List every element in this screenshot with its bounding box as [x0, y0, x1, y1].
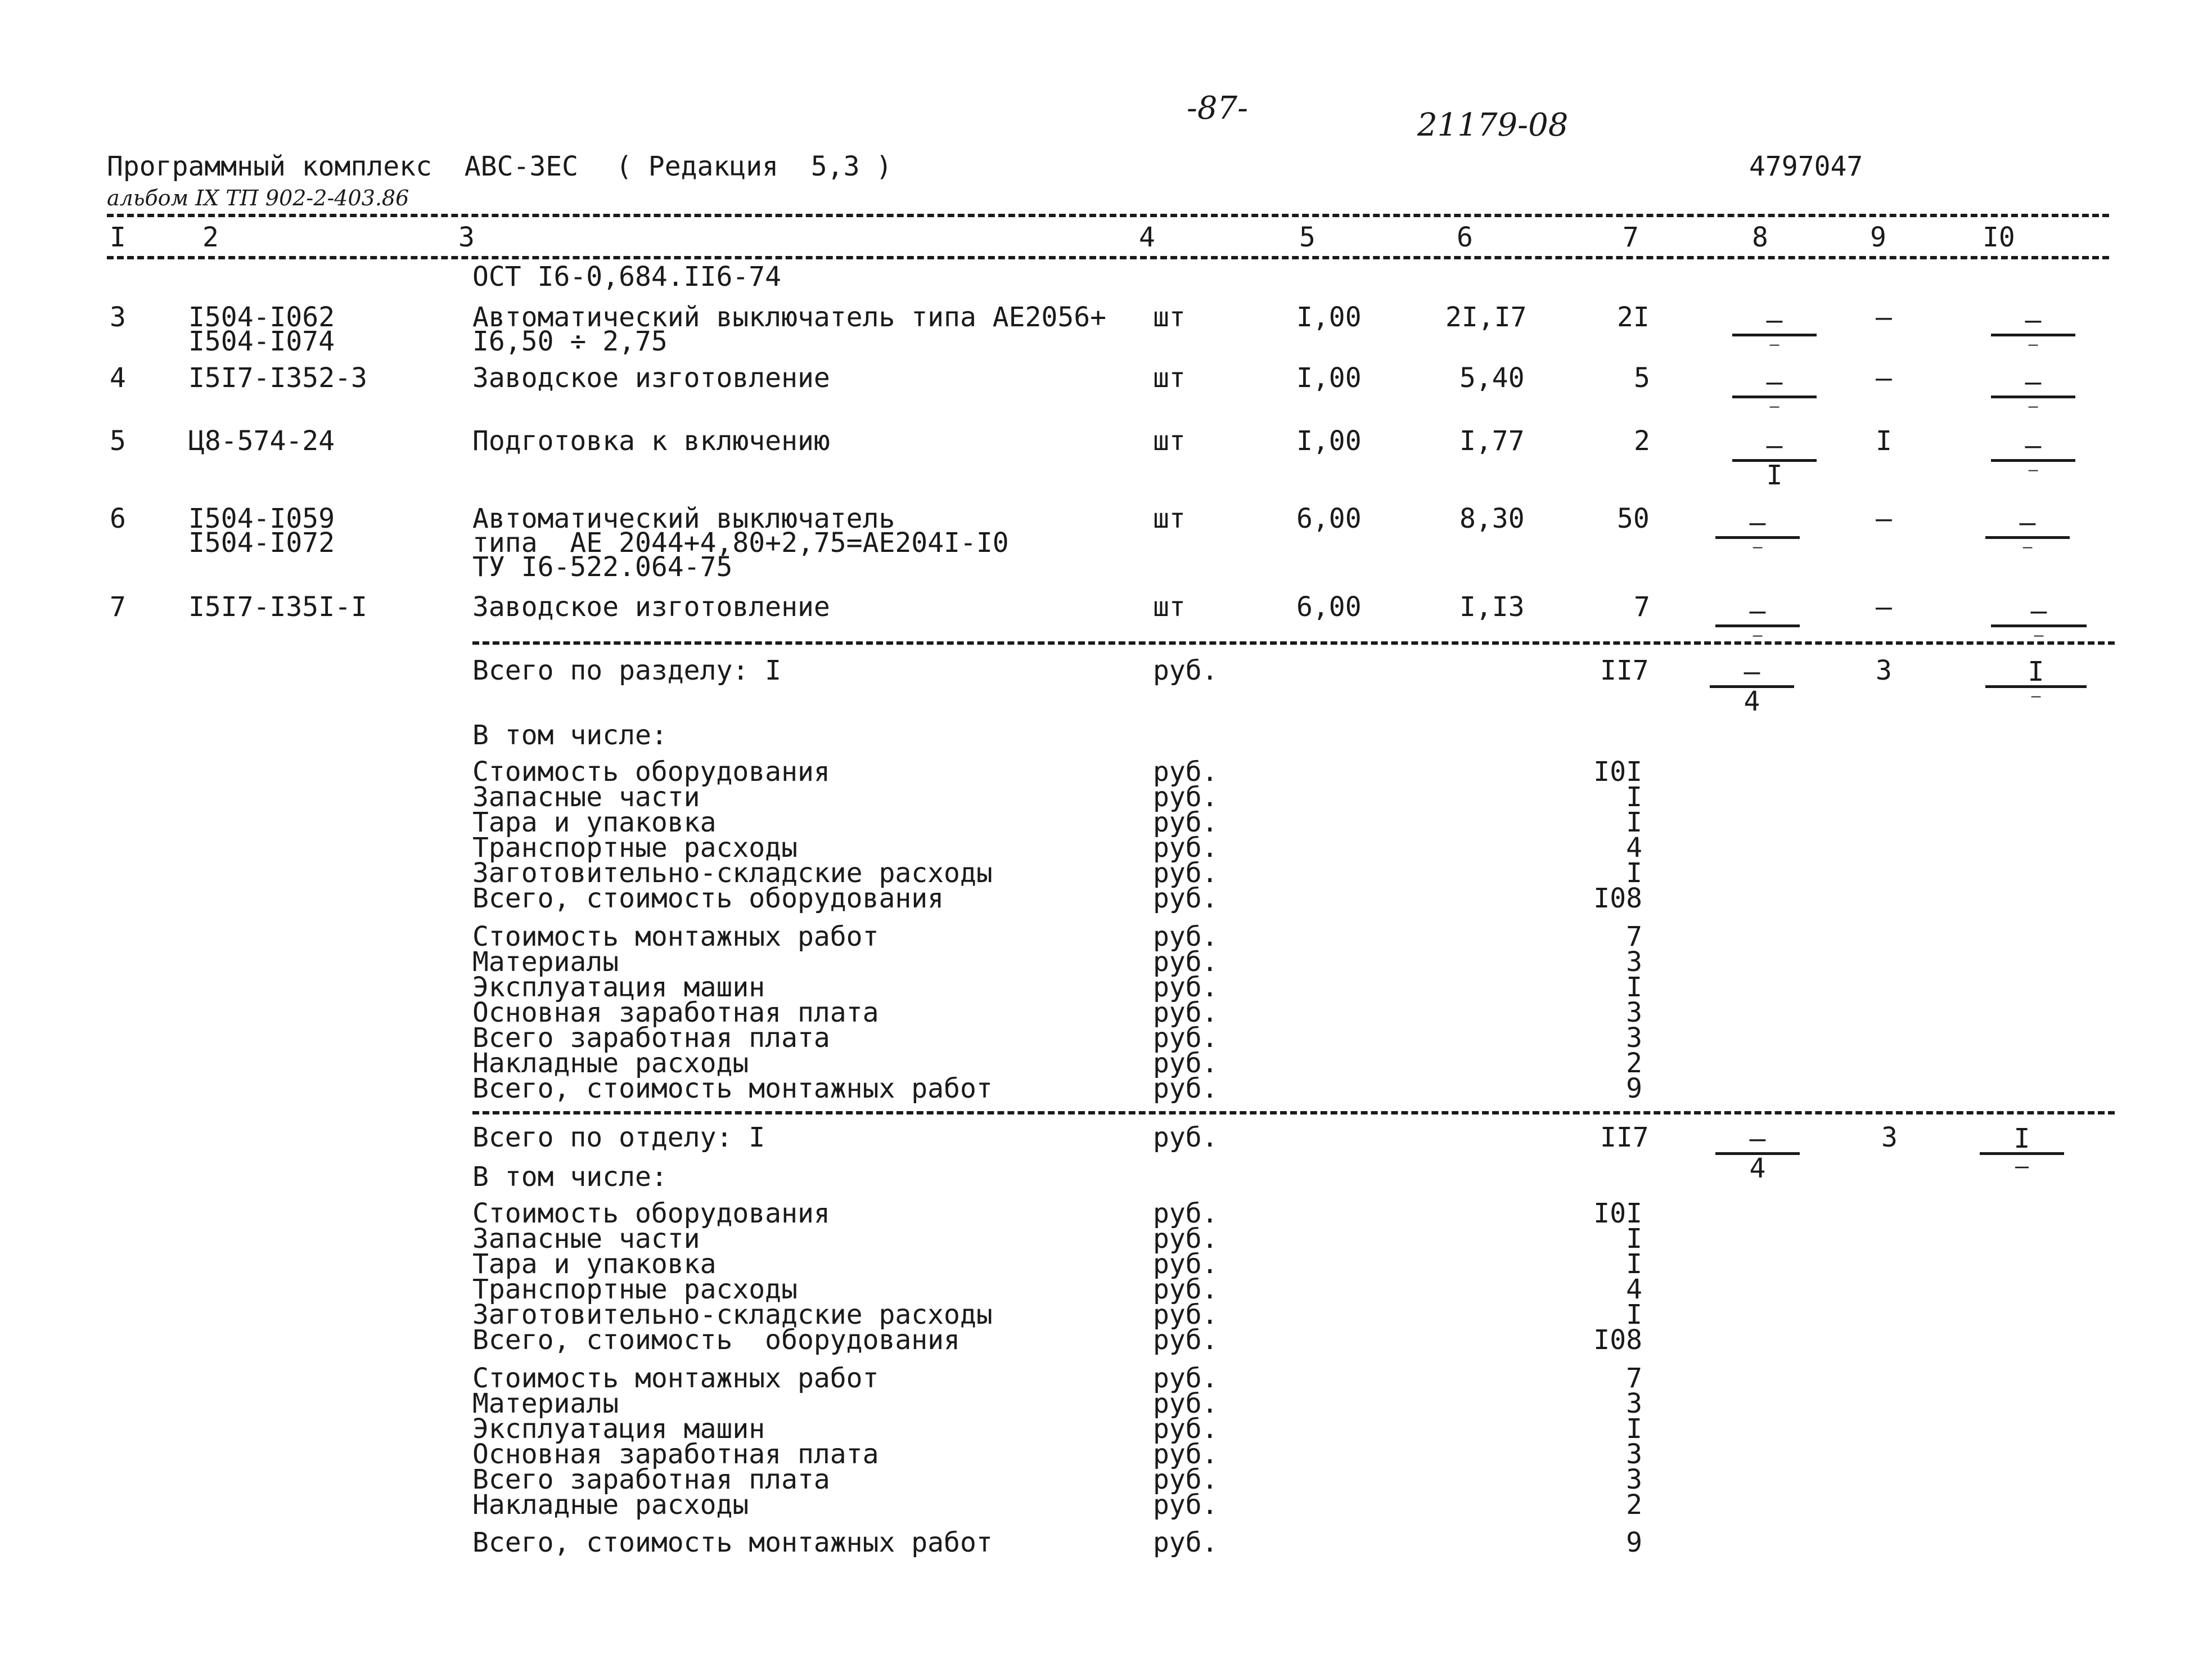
column-number: 2 [202, 222, 219, 253]
fraction-numerator: – [1749, 595, 1766, 627]
column-number: I0 [1983, 222, 2015, 253]
breakdown-value: 3 [1626, 1464, 1642, 1495]
including-heading: В том числе: [472, 1161, 668, 1193]
fraction-denominator: – [1769, 397, 1779, 415]
breakdown-label: Всего заработная плата [472, 1464, 830, 1495]
col8-fraction [1715, 597, 1800, 643]
breakdown-unit: руб. [1153, 807, 1218, 838]
breakdown-label: Материалы [472, 946, 619, 978]
item-code: I504-I062 [188, 302, 335, 333]
total-cost: 50 [1617, 503, 1650, 534]
breakdown-label: Эксплуатация машин [472, 972, 765, 1003]
breakdown-value: I [1626, 1223, 1642, 1255]
unit: руб. [1153, 655, 1218, 686]
breakdown-value: 9 [1626, 1073, 1642, 1104]
section-divider [472, 641, 2115, 645]
breakdown-label: Запасные части [472, 781, 700, 813]
breakdown-value: I [1626, 1413, 1642, 1445]
breakdown-unit: руб. [1153, 1022, 1218, 1054]
unit-price: I,I3 [1459, 591, 1525, 623]
col10-fraction [1991, 597, 2087, 643]
col10-fraction [1980, 1125, 2064, 1177]
column-number: 6 [1457, 222, 1473, 253]
fraction-denominator: – [2015, 1153, 2029, 1179]
fraction-denominator: 4 [1744, 686, 1760, 717]
breakdown-unit: руб. [1153, 832, 1218, 864]
item-code: Ц8-574-24 [188, 425, 335, 457]
unit: шт [1153, 503, 1186, 534]
breakdown-unit: руб. [1153, 857, 1218, 889]
col9-value: – [1876, 591, 1892, 623]
item-code: I504-I059 [188, 503, 335, 534]
col8-fraction [1732, 368, 1817, 414]
breakdown-value: 4 [1626, 1274, 1642, 1305]
breakdown-value: I [1626, 972, 1642, 1003]
col8-fraction [1710, 658, 1794, 715]
unit-price: 8,30 [1459, 503, 1525, 534]
breakdown-unit: руб. [1153, 781, 1218, 813]
total-cost: 2 [1634, 425, 1650, 457]
breakdown-value: I0I [1593, 756, 1642, 788]
total-cost: II7 [1600, 1122, 1649, 1153]
col9-value: – [1876, 503, 1892, 534]
breakdown-label: Стоимость монтажных работ [472, 921, 879, 952]
row-number: 6 [110, 503, 126, 534]
col8-fraction [1715, 509, 1800, 555]
breakdown-unit: руб. [1153, 1073, 1218, 1104]
breakdown-value: 7 [1626, 921, 1642, 952]
col9-value: – [1876, 362, 1892, 394]
breakdown-label: Всего, стоимость оборудования [472, 1324, 960, 1356]
unit: шт [1153, 302, 1186, 333]
breakdown-unit: руб. [1153, 997, 1218, 1028]
breakdown-label: Всего, стоимость оборудования [472, 883, 944, 914]
total-cost: II7 [1600, 655, 1649, 686]
breakdown-unit: руб. [1153, 946, 1218, 978]
breakdown-label: Накладные расходы [472, 1489, 749, 1521]
row-number: 3 [110, 302, 126, 333]
breakdown-label: Тара и упаковка [472, 807, 717, 838]
department-divider [472, 1111, 2115, 1114]
breakdown-unit: руб. [1153, 883, 1218, 914]
fraction-numerator: – [2025, 430, 2042, 461]
quantity: 6,00 [1296, 503, 1362, 534]
breakdown-label: Стоимость монтажных работ [472, 1363, 879, 1394]
document-id: 4797047 [1749, 151, 1863, 182]
breakdown-unit: руб. [1153, 1464, 1218, 1495]
breakdown-value: I [1626, 807, 1642, 838]
fraction-denominator: – [2031, 686, 2041, 705]
breakdown-label: Транспортные расходы [472, 832, 798, 864]
breakdown-value: I [1626, 857, 1642, 889]
section-total-label: Всего по разделу: I [472, 655, 782, 686]
item-description: типа АЕ 2044+4,80+2,75=АЕ204I-I0 [472, 527, 1009, 559]
fraction-numerator: – [1766, 366, 1783, 398]
col10-fraction [1991, 368, 2075, 414]
including-heading: В том числе: [472, 720, 668, 751]
breakdown-unit: руб. [1153, 1248, 1218, 1280]
item-description: Подготовка к включению [472, 425, 830, 457]
edition-label: ( Редакция 5,3 ) [616, 151, 893, 182]
quantity: 6,00 [1296, 591, 1362, 623]
breakdown-value: I [1626, 781, 1642, 813]
fraction-numerator: – [1766, 304, 1783, 336]
breakdown-label: Заготовительно-складские расходы [472, 857, 993, 889]
col8-fraction [1715, 1125, 1800, 1182]
col10-fraction [1991, 432, 2075, 478]
breakdown-label: Всего, стоимость монтажных работ [472, 1527, 993, 1558]
breakdown-unit: руб. [1153, 756, 1218, 788]
item-description: Автоматический выключатель типа АЕ2056+ [472, 302, 1107, 333]
quantity: I,00 [1296, 302, 1362, 333]
breakdown-label: Стоимость оборудования [472, 756, 830, 788]
fraction-numerator: – [1749, 507, 1766, 538]
breakdown-unit: руб. [1153, 1439, 1218, 1470]
unit: шт [1153, 591, 1186, 623]
col8-fraction [1732, 432, 1817, 489]
fraction-numerator: – [2025, 304, 2042, 336]
breakdown-value: I08 [1593, 883, 1642, 914]
item-description: Заводское изготовление [472, 362, 830, 394]
fraction-denominator: I [1766, 460, 1783, 491]
item-code: I504-I074 [188, 326, 335, 357]
breakdown-value: I0I [1593, 1198, 1642, 1229]
breakdown-value: 4 [1626, 832, 1642, 864]
column-number: 5 [1299, 222, 1316, 253]
breakdown-value: 2 [1626, 1489, 1642, 1521]
item-description: ТУ I6-522.064-75 [472, 551, 733, 583]
page-number: -87- [1187, 90, 1249, 127]
fraction-denominator: – [2022, 537, 2033, 556]
breakdown-label: Материалы [472, 1388, 619, 1419]
breakdown-unit: руб. [1153, 1223, 1218, 1255]
fraction-denominator: – [1753, 537, 1763, 556]
quantity: I,00 [1296, 362, 1362, 394]
breakdown-unit: руб. [1153, 972, 1218, 1003]
quantity: I,00 [1296, 425, 1362, 457]
breakdown-unit: руб. [1153, 1489, 1218, 1521]
breakdown-unit: руб. [1153, 1388, 1218, 1419]
breakdown-value: 2 [1626, 1048, 1642, 1079]
column-number: 3 [458, 222, 475, 253]
breakdown-value: 3 [1626, 997, 1642, 1028]
unit: шт [1153, 425, 1186, 457]
col9-value: 3 [1876, 655, 1892, 686]
fraction-numerator: – [2025, 366, 2042, 398]
breakdown-unit: руб. [1153, 1363, 1218, 1394]
item-code: I5I7-I35I-I [188, 591, 367, 623]
col8-fraction [1732, 304, 1817, 353]
item-description: Заводское изготовление [472, 591, 830, 623]
unit: руб. [1153, 1122, 1218, 1153]
fraction-numerator: – [2030, 595, 2047, 627]
fraction-numerator: – [1744, 656, 1760, 687]
header-top-divider [107, 214, 2109, 217]
breakdown-label: Эксплуатация машин [472, 1413, 765, 1445]
header-bottom-divider [107, 256, 2109, 259]
breakdown-unit: руб. [1153, 1413, 1218, 1445]
item-description: I6,50 ÷ 2,75 [472, 326, 668, 357]
breakdown-value: I08 [1593, 1324, 1642, 1356]
fraction-denominator: 4 [1749, 1153, 1766, 1184]
fraction-denominator: – [2028, 460, 2038, 479]
album-reference: альбом IX ТП 902-2-403.86 [107, 186, 409, 210]
breakdown-unit: руб. [1153, 921, 1218, 952]
col9-value: – [1876, 302, 1892, 333]
row-number: 5 [110, 425, 126, 457]
unit-price: 2I,I7 [1445, 302, 1527, 333]
row-number: 4 [110, 362, 126, 394]
breakdown-unit: руб. [1153, 1048, 1218, 1079]
breakdown-label: Накладные расходы [472, 1048, 749, 1079]
breakdown-label: Транспортные расходы [472, 1274, 798, 1305]
unit-price: I,77 [1459, 425, 1525, 457]
fraction-denominator: – [2028, 335, 2038, 353]
breakdown-label: Всего, стоимость монтажных работ [472, 1073, 993, 1104]
unit-price: 5,40 [1459, 362, 1525, 394]
col10-fraction [1991, 304, 2075, 353]
breakdown-value: 9 [1626, 1527, 1642, 1558]
breakdown-unit: руб. [1153, 1299, 1218, 1331]
fraction-numerator: I [2013, 1123, 2030, 1154]
fraction-denominator: – [2028, 397, 2038, 415]
col10-fraction [1985, 658, 2087, 704]
breakdown-value: 7 [1626, 1363, 1642, 1394]
fraction-denominator: – [2034, 626, 2044, 644]
col9-value: I [1876, 425, 1892, 457]
item-description: Автоматический выключатель [472, 503, 895, 534]
item-code: I5I7-I352-3 [188, 362, 367, 394]
program-title: Программный комплекс АВС-ЗЕС [107, 151, 579, 182]
column-number: 8 [1752, 222, 1768, 253]
fraction-denominator: – [1753, 626, 1763, 644]
fraction-numerator: – [1766, 430, 1783, 461]
breakdown-unit: руб. [1153, 1527, 1218, 1558]
department-total-label: Всего по отделу: I [472, 1122, 765, 1153]
breakdown-value: I [1626, 1299, 1642, 1331]
fraction-denominator: – [1769, 335, 1779, 353]
breakdown-value: I [1626, 1248, 1642, 1280]
breakdown-label: Заготовительно-складские расходы [472, 1299, 993, 1331]
unit: шт [1153, 362, 1186, 394]
fraction-numerator: – [2019, 507, 2036, 538]
column-number: 9 [1870, 222, 1886, 253]
breakdown-unit: руб. [1153, 1198, 1218, 1229]
breakdown-label: Всего заработная плата [472, 1022, 830, 1054]
item-code: I504-I072 [188, 527, 335, 559]
breakdown-unit: руб. [1153, 1324, 1218, 1356]
breakdown-label: Запасные части [472, 1223, 700, 1255]
col9-value: 3 [1881, 1122, 1898, 1153]
row-number: 7 [110, 591, 126, 623]
breakdown-label: Основная заработная плата [472, 997, 879, 1028]
fraction-numerator: I [2028, 656, 2044, 687]
breakdown-value: 3 [1626, 1022, 1642, 1054]
breakdown-label: Стоимость оборудования [472, 1198, 830, 1229]
standard-reference: ОСТ I6-0,684.II6-74 [472, 261, 782, 293]
column-number: 7 [1623, 222, 1639, 253]
column-number: 4 [1139, 222, 1155, 253]
fraction-numerator: – [1749, 1123, 1766, 1154]
column-number: I [110, 222, 126, 253]
col10-fraction [1985, 509, 2070, 555]
breakdown-value: 3 [1626, 946, 1642, 978]
breakdown-label: Основная заработная плата [472, 1439, 879, 1470]
breakdown-label: Тара и упаковка [472, 1248, 717, 1280]
breakdown-value: 3 [1626, 1439, 1642, 1470]
total-cost: 7 [1634, 591, 1650, 623]
total-cost: 2I [1617, 302, 1650, 333]
breakdown-value: 3 [1626, 1388, 1642, 1419]
document-code: 21179-08 [1417, 107, 1569, 143]
breakdown-unit: руб. [1153, 1274, 1218, 1305]
total-cost: 5 [1634, 362, 1650, 394]
